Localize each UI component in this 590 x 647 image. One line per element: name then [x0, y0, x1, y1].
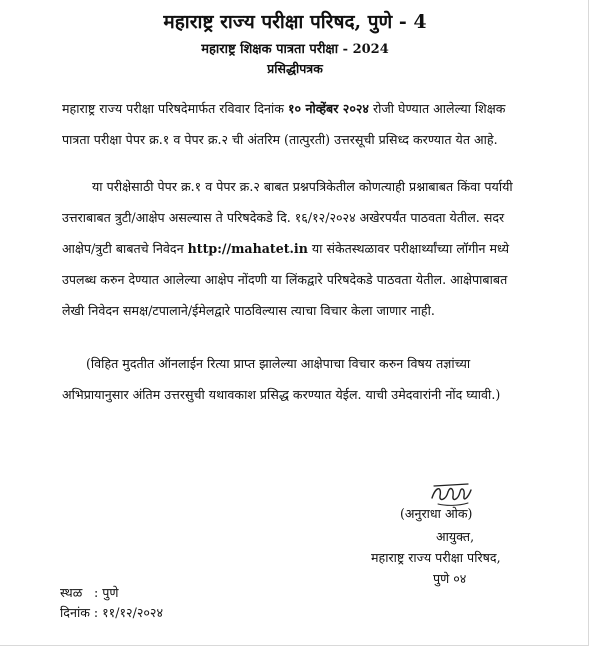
signatory-city: पुणे ०४: [433, 571, 467, 586]
paragraph-line: लेखी निवेदन समक्ष/टपालाने/ईमेलद्वारे पाठविल्यास त्याचा विचार केला जाणार नाही.: [62, 303, 435, 318]
paragraph-line: (विहित मुदतीत ऑनलाईन रित्या प्राप्त झालेल्या आक्षेपाचा विचार करुन विषय तज्ञांच्या: [86, 356, 471, 371]
paragraph-line: उपलब्ध करुन देण्यात आलेल्या आक्षेप नोंदणी या लिंकद्वारे परिषदेकडे पाठवता येतील. आक्षेपाबाबत: [62, 272, 508, 287]
date-label: दिनांक: [60, 605, 90, 620]
text-segment: या संकेतस्थळावर परीक्षार्थ्यांच्या लॉगीन मध्ये: [311, 241, 510, 256]
paragraph-line: अभिप्रायानुसार अंतिम उत्तरसुची यथावकाश प्रसिद्ध करण्यात येईल. याची उमेदवारांनी नोंद घ्यावी.): [62, 387, 501, 402]
text-segment: महाराष्ट्र राज्य परीक्षा परिषदेमार्फत रविवार दिनांक: [62, 101, 284, 116]
paragraph-line: [62, 93, 530, 124]
paragraph-line: या परीक्षेसाठी पेपर क्र.१ व पेपर क्र.२ बाबत प्रश्नपत्रिकेतील कोणत्याही प्रश्नाबाबत किंवा पर्यायी: [92, 179, 513, 194]
paragraph-line: [62, 233, 530, 264]
date-value: : ११/१२/२०२४: [93, 605, 164, 620]
place-value: : पुणे: [94, 585, 119, 600]
signature-mark: [380, 478, 530, 508]
paragraph-line: उत्तराबाबत त्रुटी/आक्षेप असल्यास ते परिषदेकडे दि. १६/१२/२०२४ अखेरपर्यंत पाठवता येतील. सदर: [62, 210, 505, 225]
signatory-organization: महाराष्ट्र राज्य परीक्षा परिषद,: [371, 550, 501, 565]
text-segment: आक्षेप/त्रुटी बाबतचे निवेदन: [62, 241, 184, 256]
document-type: प्रसिद्धीपत्रक: [267, 61, 323, 76]
place-row: [60, 584, 119, 601]
handwritten-signature-icon: [428, 478, 474, 508]
place-label: स्थळ: [60, 585, 83, 600]
website-link[interactable]: http://mahatet.in: [187, 241, 308, 256]
exam-date: १० नोव्हेंबर २०२४: [287, 101, 369, 116]
paragraph-final-note: [62, 348, 530, 410]
text-segment: रोजी घेण्यात आलेल्या शिक्षक: [372, 101, 506, 116]
paragraph-line: पात्रता परीक्षा पेपर क्र.१ व पेपर क्र.२ ची अंतरिम (तात्पुरती) उत्तरसूची प्रसिध्द करण्यात येत आहे.: [62, 132, 498, 147]
date-row: [60, 604, 163, 621]
paragraph-announcement: [62, 93, 530, 155]
paragraph-objections: [62, 171, 530, 326]
signatory-title: आयुक्त,: [436, 529, 475, 544]
header-subtitle: महाराष्ट्र शिक्षक पात्रता परीक्षा - 2024: [201, 42, 389, 57]
signatory-name: (अनुराधा ओक): [400, 506, 473, 521]
header-title: महाराष्ट्र राज्य परीक्षा परिषद, पुणे - 4: [163, 11, 427, 33]
